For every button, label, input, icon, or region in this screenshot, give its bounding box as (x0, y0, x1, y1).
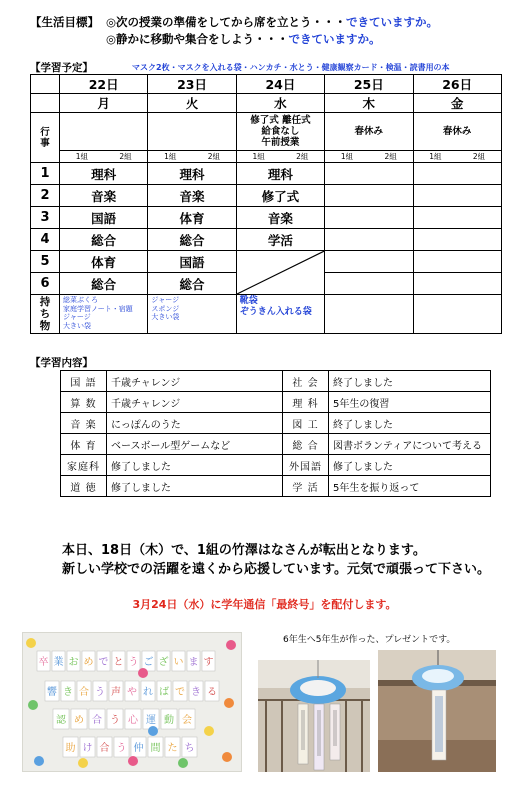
content-cell: 5年生の復習 (329, 392, 491, 413)
sign-character: お (68, 657, 79, 668)
content-cell: 図書ボランティアについて考える (329, 434, 491, 455)
date-cell: 22日 (60, 75, 148, 94)
weekday-cell: 水 (236, 94, 324, 113)
subject-cell (413, 273, 501, 295)
period-row (31, 185, 502, 207)
event-cell: 春休み (413, 113, 501, 151)
date-cell: 23日 (148, 75, 236, 94)
weekday-cell: 火 (148, 94, 236, 113)
date-cell: 25日 (325, 75, 413, 94)
belongings-label: 持 ち 物 (31, 295, 60, 334)
schedule-table (30, 74, 502, 334)
sign-character: た (167, 743, 178, 754)
flower-decoration (148, 726, 158, 736)
date-cell: 26日 (413, 75, 501, 94)
subject-label: 理 科 (283, 392, 329, 413)
event-cell: 春休み (325, 113, 413, 151)
class-row (31, 151, 502, 163)
period-number: 3 (31, 207, 60, 229)
sign-character: 合 (79, 687, 89, 698)
subject-cell (325, 229, 413, 251)
content-row (61, 392, 491, 413)
content-cell: にっぽんのうた (107, 413, 283, 434)
sign-character: ざ (158, 657, 169, 668)
class2-label: 2組 (369, 151, 413, 163)
goal-text-1: ◎次の授業の準備をしてから席を立とう・・・ (106, 15, 347, 29)
flower-decoration (204, 726, 214, 736)
flower-decoration (26, 638, 36, 648)
class2-label: 2組 (457, 151, 501, 163)
goal-text-2: ◎静かに移動や集合をしよう・・・ (106, 32, 289, 46)
subject-label: 音 楽 (61, 413, 107, 434)
subject-label: 学 活 (283, 476, 329, 497)
subject-label: 国 語 (61, 371, 107, 392)
sign-character: き (63, 687, 73, 698)
goal-status-2: できていますか。 (288, 32, 381, 46)
subject-label: 家庭科 (61, 455, 107, 476)
subject-cell: 音楽 (148, 185, 236, 207)
subject-cell: 総合 (60, 273, 148, 295)
period-number: 5 (31, 251, 60, 273)
class2-label: 2組 (192, 151, 236, 163)
notice-line-1: 本日、18日（木）で、1組の竹澤はなさんが転出となります。 (62, 543, 426, 558)
subject-cell: 修了式 (236, 185, 324, 207)
subject-cell: 体育 (60, 251, 148, 273)
sign-character: ち (184, 743, 195, 754)
flower-decoration (224, 698, 234, 708)
event-cell: 修了式 離任式 給食なし 午前授業 (236, 113, 324, 151)
flower-decoration (226, 640, 236, 650)
sign-character: 助 (65, 743, 76, 754)
flower-decoration (178, 758, 188, 768)
subject-cell (413, 163, 501, 185)
period-row (31, 163, 502, 185)
subject-label: 図 工 (283, 413, 329, 434)
wall-display-image (23, 633, 242, 772)
content-cell: 5年生を振り返って (329, 476, 491, 497)
period-row (31, 251, 502, 273)
subject-cell: 理科 (148, 163, 236, 185)
flower-decoration (78, 758, 88, 768)
class1-label: 1組 (60, 151, 104, 163)
class1-label: 1組 (413, 151, 457, 163)
wind-chime-image (378, 650, 496, 772)
subject-cell (413, 251, 501, 273)
period-number: 4 (31, 229, 60, 251)
event-cell (148, 113, 236, 151)
content-cell: 修了しました (107, 455, 283, 476)
subject-cell (413, 185, 501, 207)
content-cell: 終了しました (329, 413, 491, 434)
subject-label: 総 合 (283, 434, 329, 455)
sign-character: め (74, 715, 84, 726)
sign-character: や (127, 687, 137, 698)
subject-cell: 総合 (148, 229, 236, 251)
class1-label: 1組 (236, 151, 280, 163)
goal-row-1 (30, 14, 510, 31)
subject-cell (325, 273, 413, 295)
schedule-header (30, 60, 510, 74)
subject-cell (413, 207, 501, 229)
sign-character: う (128, 657, 139, 668)
subject-label: 道 徳 (61, 476, 107, 497)
content-cell: 修了しました (107, 476, 283, 497)
content-cell: 千歳チャレンジ (107, 392, 283, 413)
subject-cell: 学活 (236, 229, 324, 251)
flower-decoration (138, 668, 148, 678)
belongings-cell (413, 295, 501, 334)
sign-character: 卒 (38, 657, 49, 668)
subject-cell (325, 251, 413, 273)
sign-character: す (203, 657, 214, 668)
belongings-note: マスク2枚・マスクを入れる袋・ハンカチ・水とう・健康観察カード・検温・読書用の本 (132, 63, 450, 72)
content-cell: 千歳チャレンジ (107, 371, 283, 392)
content-table (60, 370, 491, 497)
content-cell: ベースボール型ゲームなど (107, 434, 283, 455)
sign-character: う (95, 687, 105, 698)
subject-label: 外国語 (283, 455, 329, 476)
subject-cell (325, 207, 413, 229)
weekday-row (31, 94, 502, 113)
goals-label: 【生活目標】 (30, 15, 99, 29)
hanging-gift-image (258, 660, 370, 772)
sign-character: 会 (182, 715, 192, 726)
period-number: 6 (31, 273, 60, 295)
sign-character: め (83, 657, 94, 668)
class2-label: 2組 (104, 151, 148, 163)
subject-cell (325, 163, 413, 185)
weekday-cell: 木 (325, 94, 413, 113)
transfer-notice (62, 541, 502, 579)
sign-character: 業 (53, 657, 64, 668)
wall-display-photo (22, 632, 242, 772)
goal-status-1: できていますか。 (346, 15, 439, 29)
subject-cell (413, 229, 501, 251)
flower-decoration (28, 700, 38, 710)
events-row (31, 113, 502, 151)
event-cell (60, 113, 148, 151)
date-cell: 24日 (236, 75, 324, 94)
sign-character: け (82, 743, 93, 754)
content-row (61, 371, 491, 392)
sign-character: 仲 (133, 743, 144, 754)
period-number: 2 (31, 185, 60, 207)
flower-decoration (222, 752, 232, 762)
sign-character: ば (159, 687, 169, 698)
sign-character: 認 (56, 715, 66, 726)
sign-character: と (113, 657, 124, 668)
content-row (61, 413, 491, 434)
sign-character: う (116, 743, 127, 754)
belongings-cell: 靴袋 ぞうきん入れる袋 (236, 295, 324, 334)
sign-character: 間 (150, 743, 161, 754)
sign-character: 心 (128, 715, 138, 726)
flower-decoration (34, 756, 44, 766)
sign-character: い (173, 657, 184, 668)
weekday-cell: 金 (413, 94, 501, 113)
sign-character: で (98, 657, 109, 668)
subject-label: 算 数 (61, 392, 107, 413)
photo-caption: 6年生へ5年生が作った、プレゼントです。 (283, 635, 456, 645)
period-row (31, 229, 502, 251)
weekday-cell: 月 (60, 94, 148, 113)
sign-character: 合 (99, 743, 110, 754)
notice-line-2: 新しい学校での活躍を遠くから応援しています。元気で頑張って下さい。 (62, 562, 490, 577)
belongings-cell: ジャージ スポンジ 大きい袋 (148, 295, 236, 334)
content-cell: 終了しました (329, 371, 491, 392)
sign-character: ま (188, 657, 199, 668)
goal-row-2 (30, 31, 510, 48)
content-label: 【学習内容】 (30, 357, 93, 369)
sign-character: ご (143, 657, 154, 668)
subject-cell (325, 185, 413, 207)
class1-label: 1組 (325, 151, 369, 163)
sign-character: る (207, 687, 217, 698)
events-label (31, 113, 60, 163)
subject-label: 体 育 (61, 434, 107, 455)
subject-cell: 音楽 (60, 185, 148, 207)
subject-cell: 理科 (60, 163, 148, 185)
date-row (31, 75, 502, 94)
subject-cell: 総合 (60, 229, 148, 251)
subject-cell: 体育 (148, 207, 236, 229)
subject-cell: 国語 (148, 251, 236, 273)
sign-character: 合 (92, 715, 102, 726)
schedule-label: 【学習予定】 (30, 62, 93, 74)
content-cell: 修了しました (329, 455, 491, 476)
newsletter-notice: 3月24日（水）に学年通信「最終号」を配付します。 (132, 598, 397, 611)
sign-character: で (175, 687, 185, 698)
sign-character: 響 (47, 687, 57, 698)
belongings-row (31, 295, 502, 334)
belongings-cell (325, 295, 413, 334)
content-row (61, 455, 491, 476)
period-number: 1 (31, 163, 60, 185)
subject-label: 社 会 (283, 371, 329, 392)
sign-character: 声 (111, 687, 121, 698)
wind-chime-photo (378, 650, 496, 772)
belongings-cell: 総菜ぶくろ 家庭学習ノート・宿題 ジャージ 大きい袋 (60, 295, 148, 334)
life-goals (30, 14, 510, 48)
sign-character: き (191, 687, 201, 698)
subject-cell: 国語 (60, 207, 148, 229)
diagonal-line (237, 251, 324, 294)
class1-label: 1組 (148, 151, 192, 163)
sign-character: 動 (164, 715, 174, 726)
subject-cell: 理科 (236, 163, 324, 185)
sign-character: れ (143, 687, 153, 698)
sign-character: う (110, 715, 120, 726)
subject-cell: 総合 (148, 273, 236, 295)
empty-slash-cell (236, 251, 324, 295)
subject-cell: 音楽 (236, 207, 324, 229)
content-row (61, 434, 491, 455)
sign-character: 運 (146, 715, 156, 726)
hanging-gift-photo (258, 660, 370, 772)
content-row (61, 476, 491, 497)
events-label-text: 行 事 (40, 126, 50, 149)
class2-label: 2組 (280, 151, 324, 163)
flower-decoration (128, 756, 138, 766)
period-row (31, 207, 502, 229)
